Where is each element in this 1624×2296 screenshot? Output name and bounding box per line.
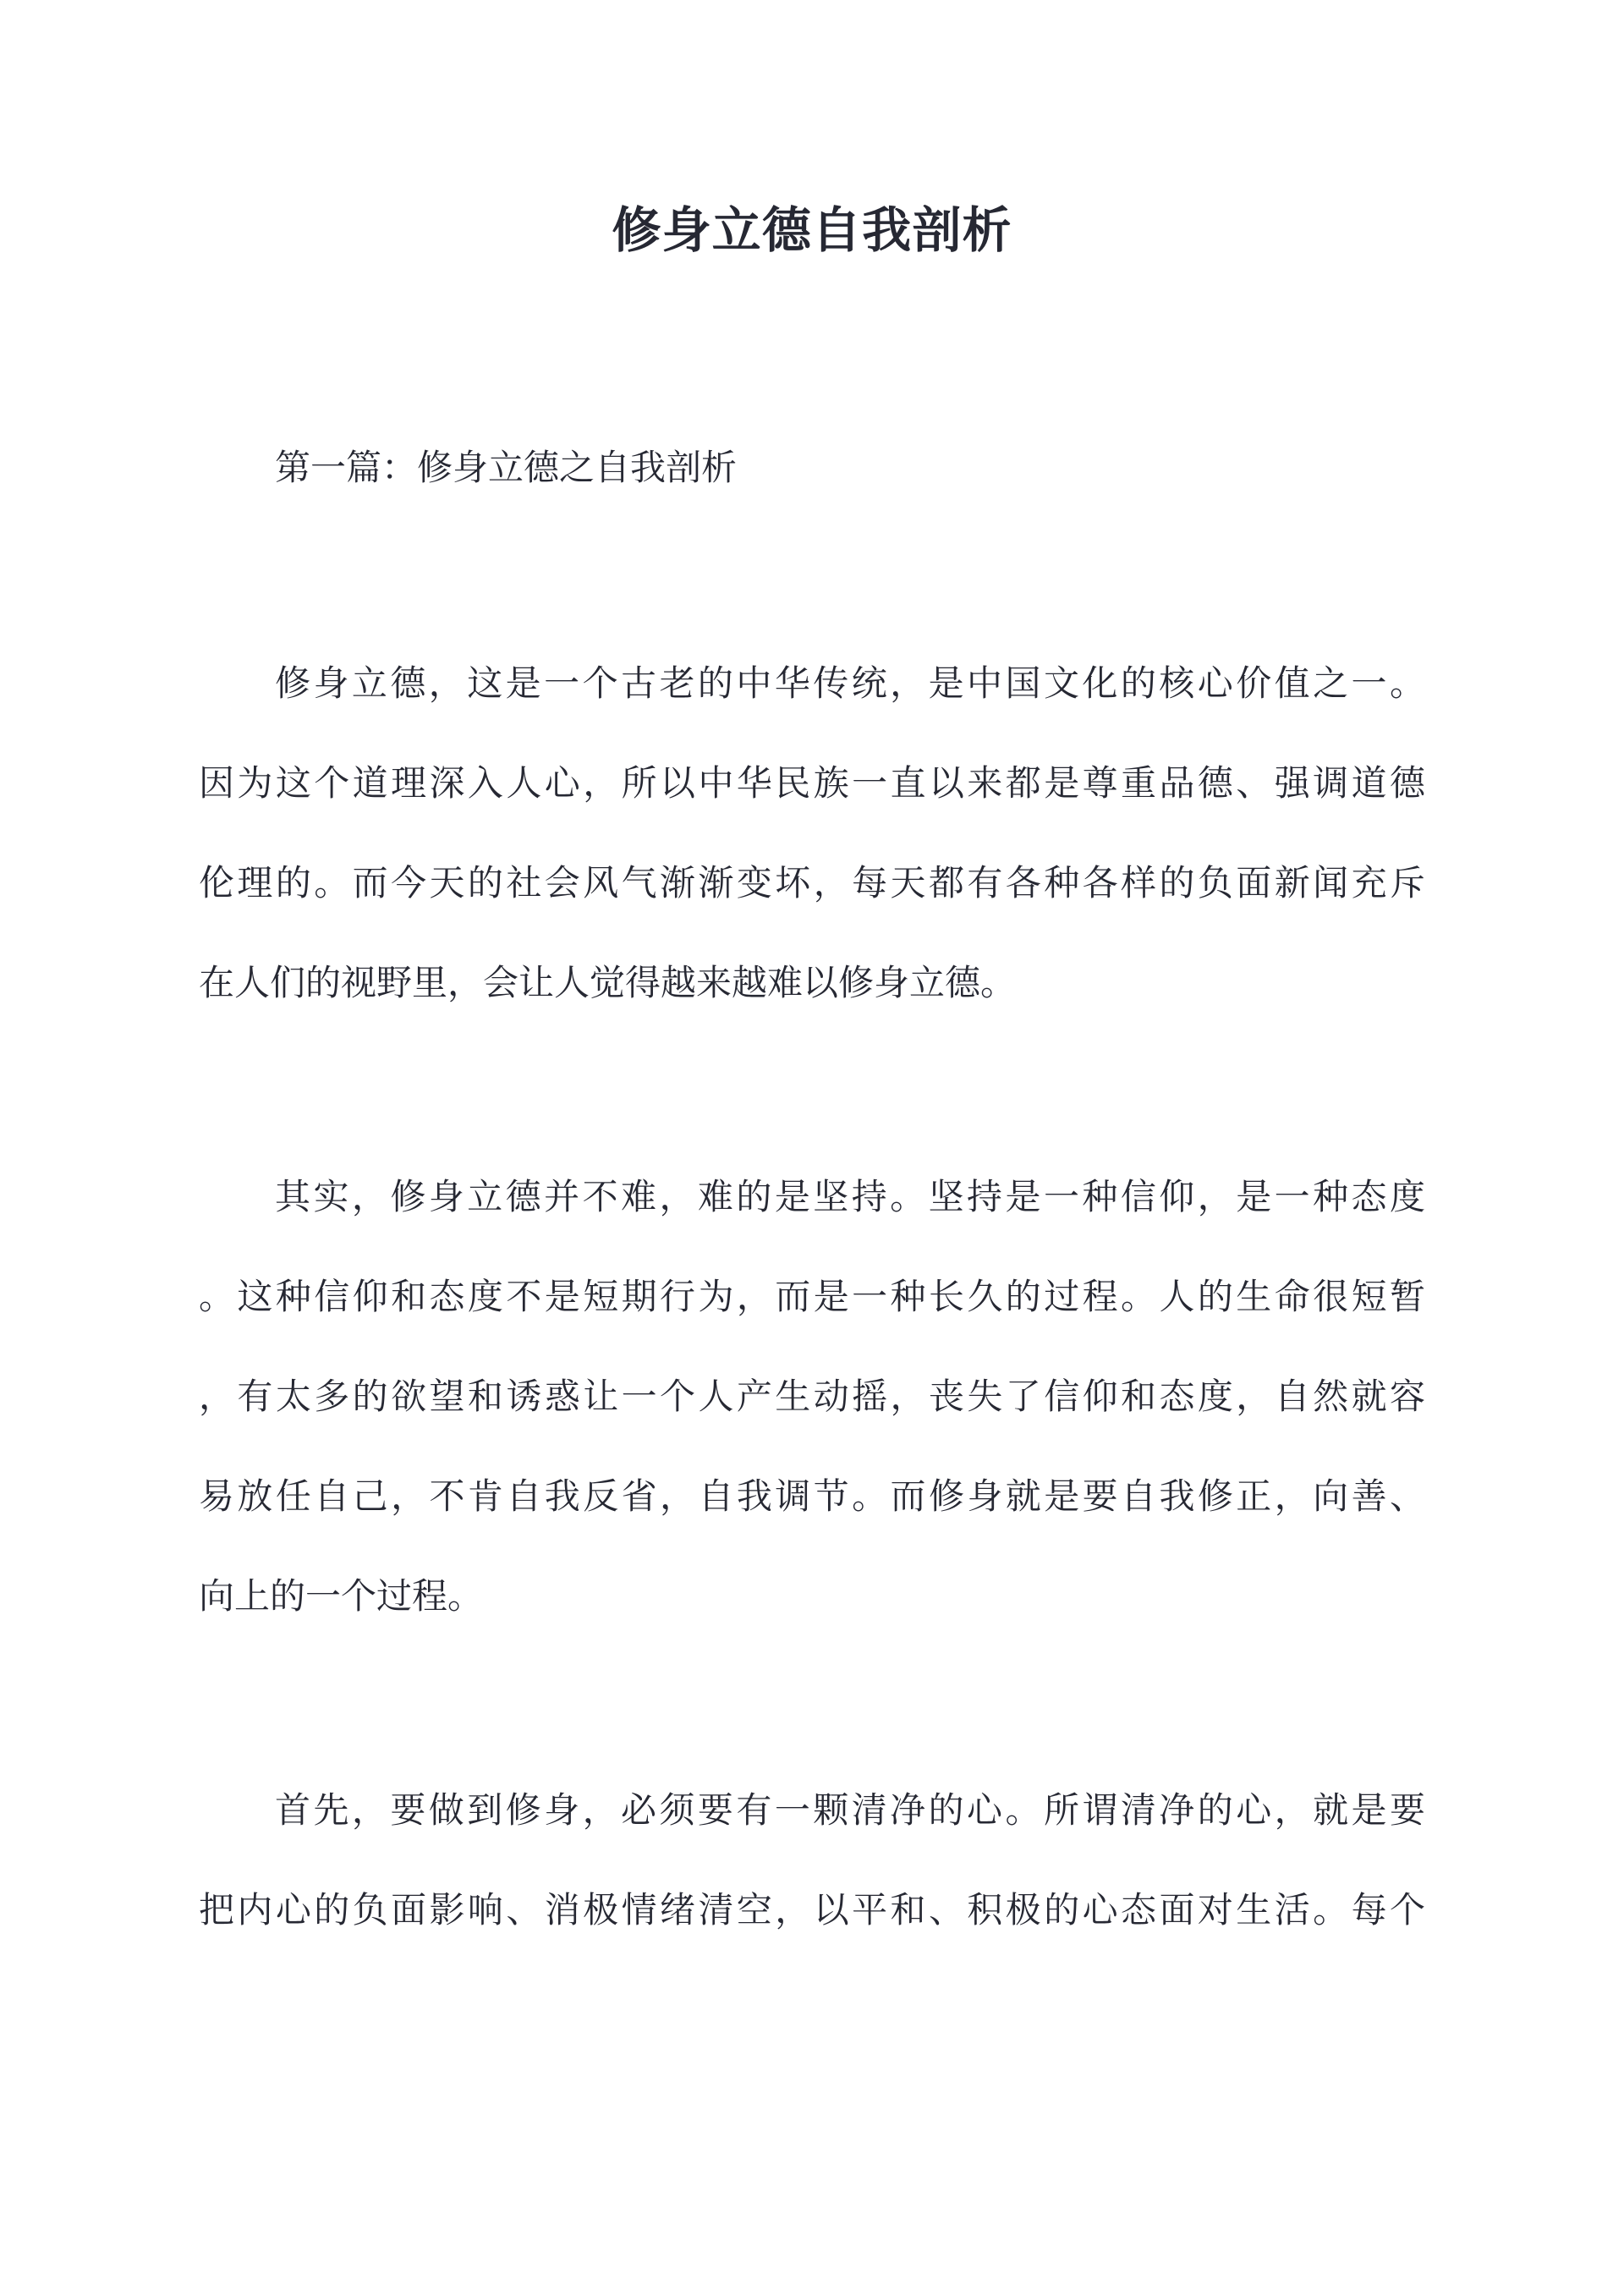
paragraph-line: 修身立德，这是一个古老的中华传统，是中国文化的核心价值之一。: [275, 662, 1425, 704]
paragraph-3: [199, 1760, 1425, 1960]
paragraph-1: [199, 634, 1425, 1033]
paragraph-line: 首先，要做到修身，必须要有一颗清净的心。所谓清净的心，就是要: [275, 1789, 1425, 1831]
section-heading: 第一篇：修身立德之自我剖析: [275, 447, 738, 488]
paragraph-line: 因为这个道理深入人心，所以中华民族一直以来都是尊重品德、强调道德: [199, 762, 1425, 804]
paragraph-line: 向上的一个过程。: [199, 1575, 484, 1617]
paragraph-line: 其实，修身立德并不难，难的是坚持。坚持是一种信仰，是一种态度: [275, 1176, 1425, 1217]
paragraph-line: ，有太多的欲望和诱惑让一个人产生动摇，丧失了信仰和态度，自然就容: [199, 1376, 1425, 1417]
paragraph-line: 在人们的视野里，会让人觉得越来越难以修身立德。: [199, 962, 1017, 1003]
paragraph-line: 易放任自己，不肯自我反省，自我调节。而修身就是要自我修正，向善、: [199, 1475, 1425, 1517]
paragraph-2: [199, 1147, 1425, 1646]
paragraph-line: 把内心的负面影响、消极情绪清空，以平和、积极的心态面对生活。每个: [199, 1889, 1425, 1931]
document-title: 修身立德自我剖析: [612, 201, 1012, 259]
paragraph-line: 。这种信仰和态度不是短期行为，而是一种长久的过程。人的生命很短暂: [199, 1276, 1425, 1317]
paragraph-line: 伦理的。而今天的社会风气渐渐变坏，每天都有各种各样的负面新闻充斥: [199, 862, 1425, 904]
